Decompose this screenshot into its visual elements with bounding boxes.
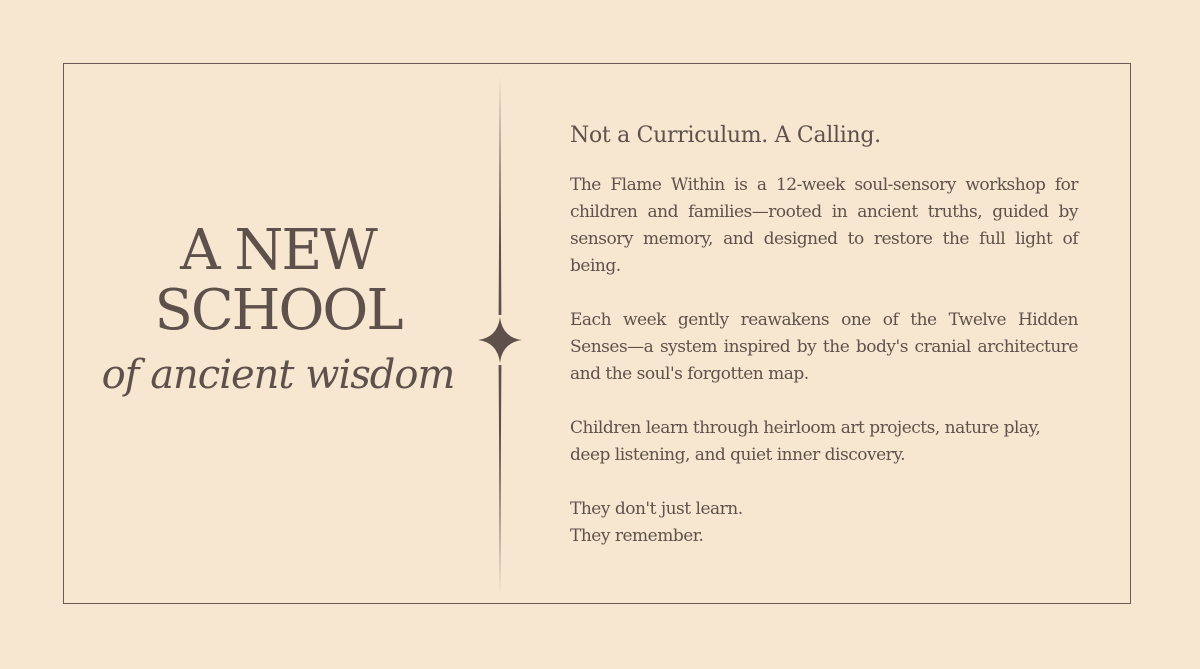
closing-line-2: They remember. bbox=[570, 526, 704, 546]
paragraph-senses: Each week gently reawakens one of the Twelve Hidden Senses—a system inspired by the body's cranial architecture and the soul's forgotten map. bbox=[570, 310, 1078, 384]
closing-line-1: They don't just learn. bbox=[570, 499, 743, 519]
section-heading: Not a Curriculum. A Calling. bbox=[570, 123, 881, 148]
title-panel bbox=[63, 63, 493, 604]
headline bbox=[63, 218, 493, 343]
description-panel bbox=[570, 120, 1078, 550]
headline-line-2: SCHOOL bbox=[154, 278, 402, 343]
paragraph-intro: The Flame Within is a 12-week soul-sensory workshop for children and families—rooted in ancient truths, guided by sensory memory, and designed to restore the full light of being. bbox=[570, 175, 1078, 276]
star-divider-icon bbox=[478, 75, 522, 595]
tagline: of ancient wisdom bbox=[101, 352, 455, 398]
headline-line-1: A NEW bbox=[180, 218, 376, 283]
paragraph-activities: Children learn through heirloom art projects, nature play, deep listening, and quiet inner discovery. bbox=[570, 418, 1041, 465]
closing-lines bbox=[570, 496, 1078, 550]
